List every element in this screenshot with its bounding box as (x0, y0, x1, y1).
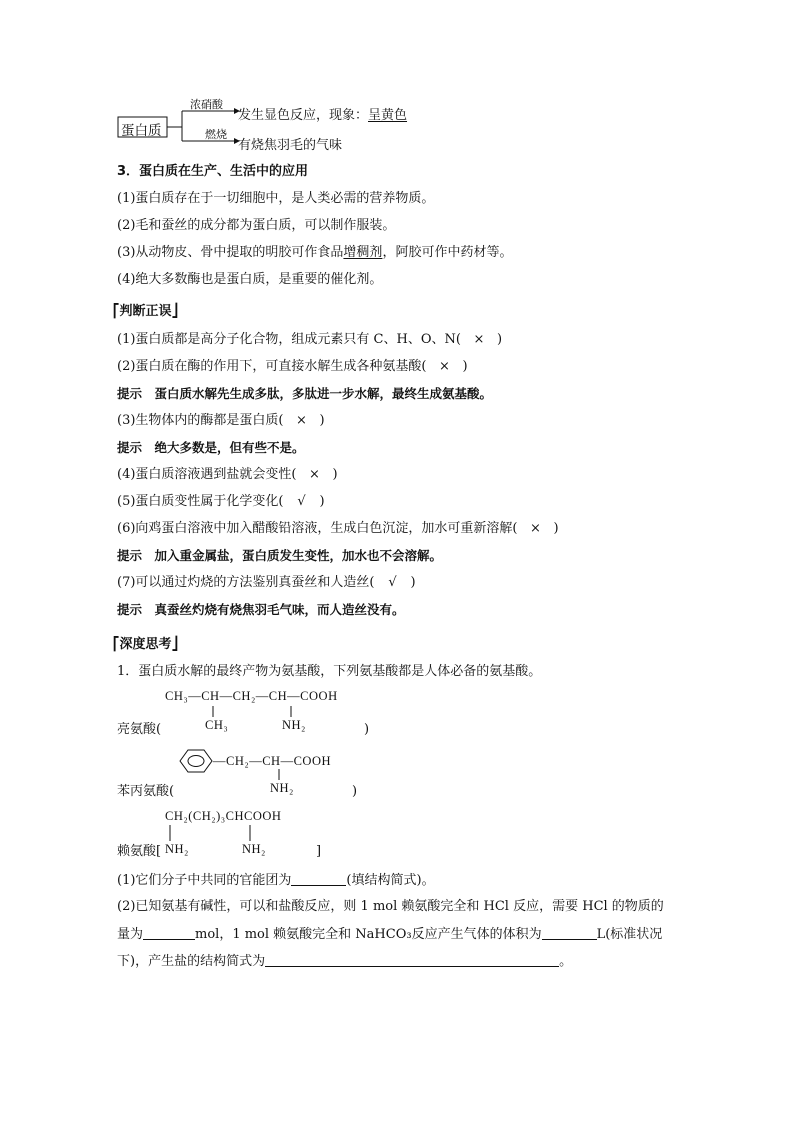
judge-q3-close: ) (319, 413, 325, 428)
sub2-line2b: mol，1 mol 赖氨酸完全和 NaHCO₃反应产生气体的体积为 (195, 927, 542, 942)
judge-q6-close: ) (553, 521, 559, 536)
judge-q4-close: ) (332, 467, 338, 482)
section3-title: 3．蛋白质在生产、生活中的应用 (117, 164, 309, 179)
judge-header: ⎡判断正误⎦ (113, 304, 179, 319)
judge-q3-text: (3)生物体内的酶都是蛋白质( (117, 413, 284, 428)
leucine-close: ) (364, 722, 370, 737)
leucine-sub-nh2: NH₂ (282, 718, 306, 732)
protein-box-label: 蛋白质 (121, 123, 162, 139)
judge-q1-text: (1)蛋白质都是高分子化合物，组成元素只有 C、H、O、N( (117, 332, 461, 347)
arrow1-label: 浓硝酸 (190, 98, 223, 111)
lys-sub-nh2-2: NH₂ (242, 842, 266, 856)
judge-hint-7: 提示 真蚕丝灼烧有烧焦羽毛气味，而人造丝没有。 (117, 602, 405, 617)
section3-item-2: (2)毛和蚕丝的成分都为蛋白质，可以制作服装。 (117, 218, 396, 233)
judge-q5 (117, 494, 325, 510)
lys-label: 赖氨酸[ (117, 844, 162, 859)
deep-sub1 (117, 872, 435, 889)
judge-hint-6: 提示 加入重金属盐，蛋白质发生变性，加水也不会溶解。 (117, 548, 443, 563)
phe-sub-nh2: NH₂ (270, 781, 294, 795)
judge-q6-text: (6)向鸡蛋白溶液中加入醋酸铅溶液，生成白色沉淀，加水可重新溶解( (117, 521, 518, 536)
judge-q7-close: ) (410, 575, 416, 590)
sub2-hcl-blank[interactable] (143, 926, 195, 940)
sub1-prefix: (1)它们分子中共同的官能团为 (117, 873, 292, 888)
deep-sub2-line3 (117, 953, 572, 970)
lys-sub-nh2-1: NH₂ (165, 842, 189, 856)
arrow1-result (238, 104, 407, 123)
sub2-line2a: 量为 (117, 927, 144, 942)
item3-suffix: ，阿胶可作中药材等。 (382, 245, 513, 260)
judge-q2-mark: × (439, 359, 450, 374)
judge-q5-mark: √ (297, 494, 306, 509)
arrow2-result: 有烧焦羽毛的气味 (238, 138, 343, 153)
deep-sub2-line1: (2)已知氨基有碱性，可以和盐酸反应，则 1 mol 赖氨酸完全和 HCl 反应，需要 HCl 的物质的 (117, 899, 664, 914)
item3-prefix: (3)从动物皮、骨中提取的明胶可作食品 (117, 245, 344, 260)
section3-item-1: (1)蛋白质存在于一切细胞中，是人类必需的营养物质。 (117, 191, 435, 206)
judge-q7-text: (7)可以通过灼烧的方法鉴别真蚕丝和人造丝( (117, 575, 375, 590)
lys-main-chain: CH₂(CH₂)₃CHCOOH (165, 809, 282, 823)
judge-q5-close: ) (319, 494, 325, 509)
judge-q2 (117, 359, 468, 375)
judge-q3-mark: × (296, 413, 307, 428)
judge-q1-mark: × (473, 332, 485, 347)
phe-close: ) (352, 784, 358, 799)
judge-header-text: 判断正误 (119, 304, 172, 319)
judge-q1 (117, 332, 502, 348)
judge-q3 (117, 413, 325, 429)
phe-label: 苯丙氨酸( (117, 784, 175, 799)
deep-header-text: 深度思考 (119, 637, 172, 652)
lys-close: ] (316, 844, 322, 859)
judge-q2-close: ) (462, 359, 468, 374)
judge-q4-text: (4)蛋白质溶液遇到盐就会变性( (117, 467, 297, 482)
sub2-salt-blank[interactable] (265, 953, 559, 967)
judge-hint-2: 提示 蛋白质水解先生成多肽，多肽进一步水解，最终生成氨基酸。 (117, 386, 493, 401)
sub2-line3a: 下)，产生盐的结构简式为 (117, 954, 266, 969)
sub2-volume-blank[interactable] (542, 926, 597, 940)
sub1-suffix: (填结构简式)。 (346, 873, 435, 888)
arrow2-label: 燃烧 (205, 128, 227, 141)
leucine-main-chain: CH₃—CH—CH₂—CH—COOH (165, 689, 338, 703)
judge-q5-text: (5)蛋白质变性属于化学变化( (117, 494, 284, 509)
arrow1-result-term: 呈黄色 (368, 108, 408, 123)
section3-item-3 (117, 245, 512, 261)
judge-q4 (117, 467, 338, 483)
judge-q7-mark: √ (388, 575, 397, 590)
deep-sub2-line2 (117, 926, 662, 943)
phe-main-chain: —CH₂—CH—COOH (213, 754, 332, 768)
judge-q4-mark: × (309, 467, 320, 482)
judge-q1-close: ) (496, 332, 503, 347)
leucine-label: 亮氨酸( (117, 722, 162, 737)
deep-header: ⎡深度思考⎦ (113, 637, 179, 652)
sub2-line2c: L(标准状况 (596, 927, 663, 942)
leucine-sub-ch3: CH₃ (205, 718, 229, 732)
judge-q6 (117, 521, 559, 537)
arrow1-result-prefix: 发生显色反应，现象： (238, 108, 369, 123)
judge-q7 (117, 575, 416, 591)
judge-q6-mark: × (530, 521, 541, 536)
item3-term: 增稠剂 (343, 245, 383, 260)
judge-q2-text: (2)蛋白质在酶的作用下，可直接水解生成各种氨基酸( (117, 359, 427, 374)
sub1-answer-blank[interactable] (291, 872, 346, 886)
section3-item-4: (4)绝大多数酶也是蛋白质，是重要的催化剂。 (117, 272, 383, 287)
sub2-line3b: 。 (559, 954, 573, 969)
judge-hint-3: 提示 绝大多数是，但有些不是。 (117, 440, 305, 455)
benzene-ring (180, 750, 212, 772)
deep-q1-intro: 1．蛋白质水解的最终产物为氨基酸，下列氨基酸都是人体必备的氨基酸。 (117, 664, 542, 679)
